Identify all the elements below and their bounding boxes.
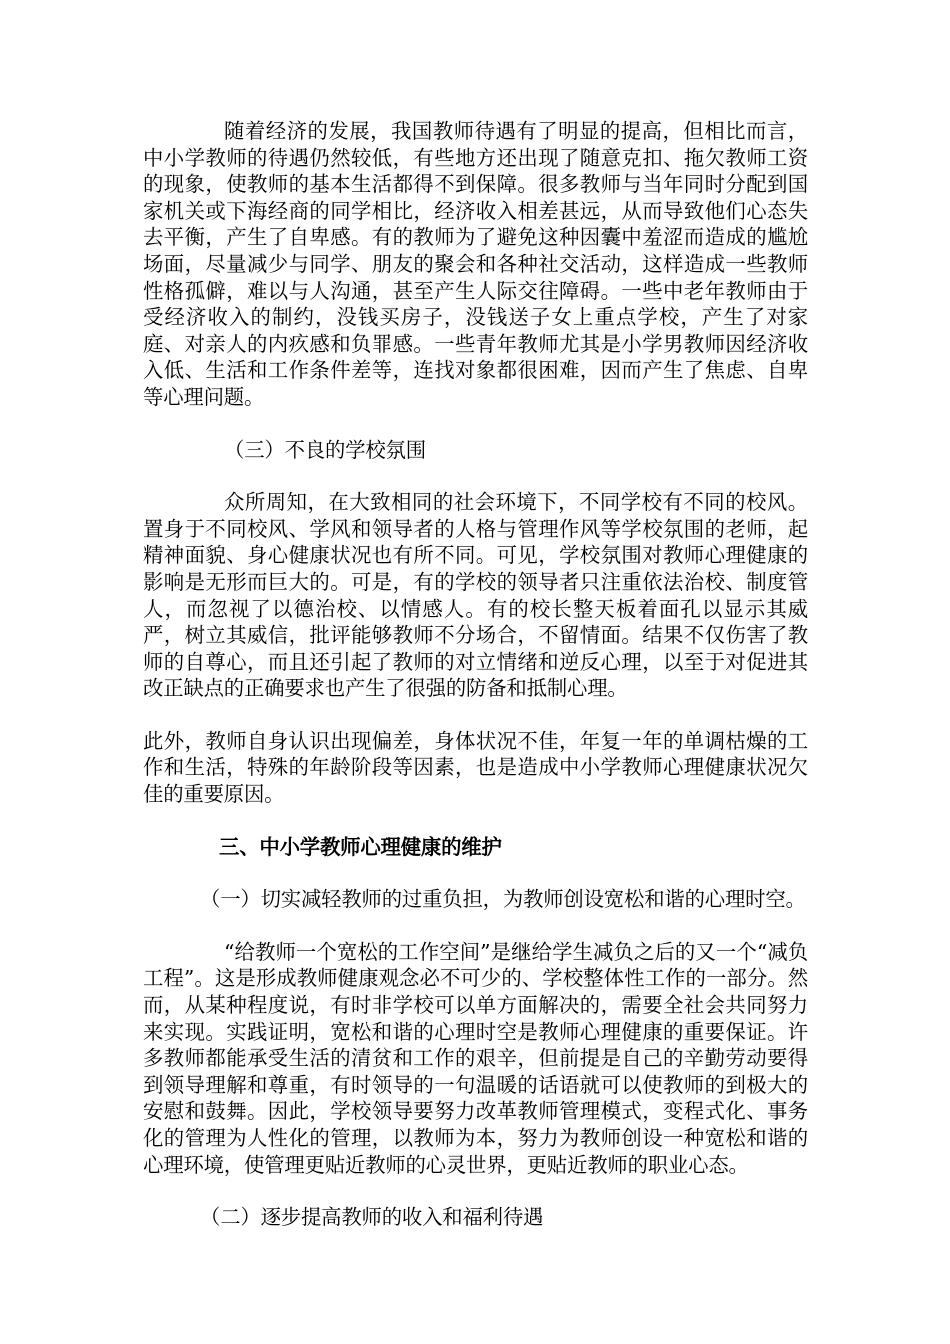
paragraph-other-factors: 此外，教师自身认识出现偏差，身体状况不佳，年复一年的单调枯燥的工作和生活，特殊的年龄阶段等因素，也是造成中小学教师心理健康状况欠佳的重要原因。 bbox=[143, 728, 808, 807]
paragraph-school-atmosphere: 众所周知，在大致相同的社会环境下，不同学校有不同的校风。置身于不同校风、学风和领导者的人格与管理作风等学校氛围的老师，起精神面貌、身心健康状况也有所不同。可见，学校氛围对教师心理健康的影响是无形而巨大的。可是，有的学校的领导者只注重依法治校、制度管人，而忽视了以德治校、以情感人。有的校长整天板着面孔以显示其威严，树立其威信，批评能够教师不分场合，不留情面。结果不仅伤害了教师的自尊心，而且还引起了教师的对立情绪和逆反心理，以至于对促进其改正缺点的正确要求也产生了很强的防备和抵制心理。 bbox=[143, 490, 808, 701]
document-page bbox=[143, 118, 808, 1231]
subheading-reduce-burden: （一）切实减轻教师的过重负担，为教师创设宽松和谐的心理时空。 bbox=[200, 887, 806, 912]
heading-school-atmosphere: （三）不良的学校氛围 bbox=[224, 437, 426, 462]
subheading-raise-income: （二）逐步提高教师的收入和福利待遇 bbox=[200, 1205, 544, 1230]
section-heading-maintenance: 三、中小学教师心理健康的维护 bbox=[219, 834, 502, 859]
paragraph-relaxed-environment: “给教师一个宽松的工作空间”是继给学生减负之后的又一个“减负工程”。这是形成教师健康观念必不可少的、学校整体性工作的一部分。然而，从某种程度说，有时非学校可以单方面解决的，需要全社会共同努力来实现。实践证明，宽松和谐的心理时空是教师心理健康的重要保证。许多教师都能承受生活的清贫和工作的艰辛，但前提是自己的辛勤劳动要得到领导理解和尊重，有时领导的一句温暖的话语就可以使教师的到极大的安慰和鼓舞。因此，学校领导要努力改革教师管理模式，变程式化、事务化的管理为人性化的管理，以教师为本，努力为教师创设一种宽松和谐的心理环境，使管理更贴近教师的心灵世界，更贴近教师的职业心态。 bbox=[143, 939, 808, 1177]
paragraph-economic-status: 随着经济的发展，我国教师待遇有了明显的提高，但相比而言，中小学教师的待遇仍然较低，有些地方还出现了随意克扣、拖欠教师工资的现象，使教师的基本生活都得不到保障。很多教师与当年同时分配到国家机关或下海经商的同学相比，经济收入相差甚远，从而导致他们心态失去平衡，产生了自卑感。有的教师为了避免这种因囊中羞涩而造成的尴尬场面，尽量减少与同学、朋友的聚会和各种社交活动，这样造成一些教师性格孤僻，难以与人沟通，甚至产生人际交往障碍。一些中老年教师由于受经济收入的制约，没钱买房子，没钱送子女上重点学校，产生了对家庭、对亲人的内疚感和负罪感。一些青年教师尤其是小学男教师因经济收入低、生活和工作条件差等，连找对象都很困难，因而产生了焦虑、自卑等心理问题。 bbox=[143, 119, 808, 409]
